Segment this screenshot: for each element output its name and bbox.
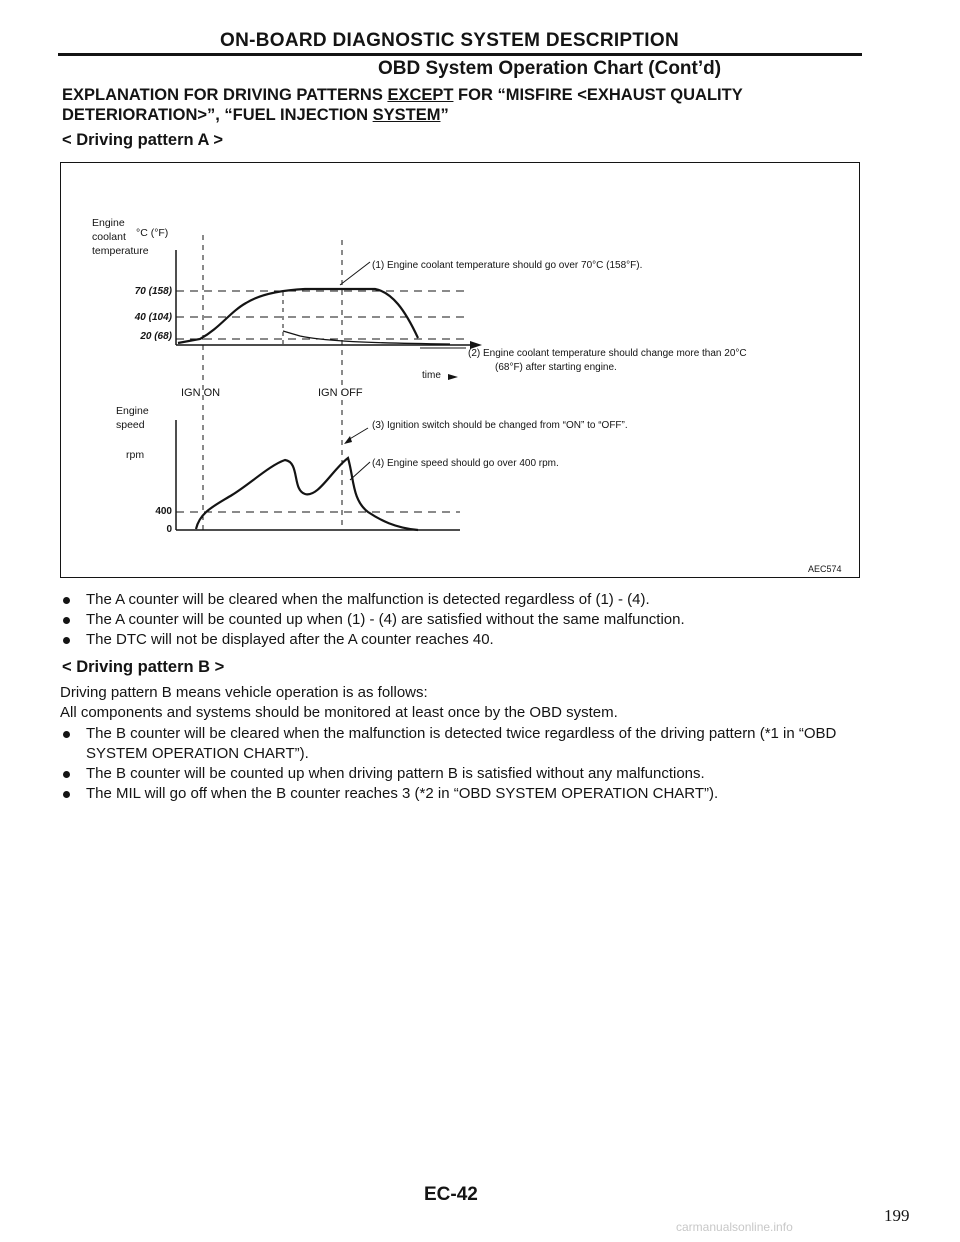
temp-change-bracket bbox=[283, 331, 450, 344]
pattern-b-label: < Driving pattern B > bbox=[62, 658, 225, 676]
bullet-text: The B counter will be counted up when driving pattern B is satisfied without any malfunctions. bbox=[86, 765, 705, 782]
bullet-icon bbox=[63, 731, 70, 738]
temp-tick-40: 40 (104) bbox=[134, 312, 172, 323]
list-item bbox=[60, 724, 900, 764]
bullet-icon bbox=[63, 791, 70, 798]
list-item bbox=[60, 610, 900, 630]
bullet-icon bbox=[63, 617, 70, 624]
bullet-icon bbox=[63, 637, 70, 644]
time-label-arrow-icon bbox=[448, 374, 458, 380]
note3-leader bbox=[348, 428, 368, 440]
note-1: (1) Engine coolant temperature should go over 70°C (158°F). bbox=[372, 260, 643, 271]
temp-tick-70: 70 (158) bbox=[134, 286, 172, 297]
note4-leader bbox=[350, 462, 370, 480]
speed-tick-0: 0 bbox=[166, 524, 172, 535]
pattern-b-text-line2: All components and systems should be monitored at least once by the OBD system. bbox=[60, 704, 618, 721]
explanation-line1-pre: EXPLANATION FOR DRIVING PATTERNS bbox=[62, 86, 388, 104]
note-3: (3) Ignition switch should be changed from “ON” to “OFF”. bbox=[372, 420, 628, 431]
bullet-text: The DTC will not be displayed after the A counter reaches 40. bbox=[86, 631, 494, 648]
pattern-b-bullet-list bbox=[60, 724, 900, 804]
note-2-line2: (68°F) after starting engine. bbox=[495, 362, 617, 373]
pattern-a-diagram bbox=[0, 0, 960, 600]
explanation-line1-post: FOR “MISFIRE <EXHAUST QUALITY bbox=[453, 86, 743, 104]
temp-axis-label-line3: temperature bbox=[92, 245, 149, 257]
explanation-line1-underlined: EXCEPT bbox=[387, 86, 454, 104]
explanation-line2-underlined: SYSTEM bbox=[372, 106, 441, 124]
speed-axis-label-line2: speed bbox=[116, 419, 145, 431]
explanation-line2-post: ” bbox=[440, 106, 449, 124]
pattern-b-description bbox=[60, 683, 900, 723]
subsection-title: OBD System Operation Chart (Cont’d) bbox=[378, 58, 722, 79]
section-title: ON-BOARD DIAGNOSTIC SYSTEM DESCRIPTION bbox=[220, 30, 679, 51]
watermark: carmanualsonline.info bbox=[676, 1220, 793, 1234]
bullet-text: The B counter will be cleared when the malfunction is detected twice regardless of the driving pattern (*1 in “OBD SYSTEM OPERATION CHART”). bbox=[86, 725, 837, 762]
bullet-text: The MIL will go off when the B counter reaches 3 (*2 in “OBD SYSTEM OPERATION CHART”). bbox=[86, 785, 719, 802]
temp-axis-label-line2: coolant bbox=[92, 231, 126, 243]
pattern-b-text-line1: Driving pattern B means vehicle operation is as follows: bbox=[60, 684, 428, 701]
time-label: time bbox=[422, 370, 441, 381]
speed-unit-label: rpm bbox=[126, 449, 145, 461]
note-4: (4) Engine speed should go over 400 rpm. bbox=[372, 458, 559, 469]
list-item bbox=[60, 764, 900, 784]
temp-unit-label: °C (°F) bbox=[136, 227, 169, 239]
temp-axis-label-line1: Engine bbox=[92, 217, 125, 229]
pattern-a-label: < Driving pattern A > bbox=[62, 131, 224, 149]
note1-leader bbox=[340, 262, 370, 285]
page-code: EC-42 bbox=[424, 1184, 478, 1205]
explanation-line2-pre: DETERIORATION>”, “FUEL INJECTION bbox=[62, 106, 373, 124]
bullet-text: The A counter will be counted up when (1) - (4) are satisfied without the same malfunction. bbox=[86, 611, 685, 628]
note3-arrow-icon bbox=[344, 436, 352, 444]
bullet-text: The A counter will be cleared when the malfunction is detected regardless of (1) - (4). bbox=[86, 591, 650, 608]
pattern-a-bullet-list bbox=[60, 590, 900, 650]
ign-off-label: IGN OFF bbox=[318, 387, 363, 399]
bullet-icon bbox=[63, 771, 70, 778]
list-item bbox=[60, 784, 900, 804]
bullet-icon bbox=[63, 597, 70, 604]
note-2-line1: (2) Engine coolant temperature should change more than 20°C bbox=[468, 348, 747, 359]
speed-axis-label-line1: Engine bbox=[116, 405, 149, 417]
page-number: 199 bbox=[884, 1206, 910, 1225]
list-item bbox=[60, 630, 900, 650]
speed-tick-400: 400 bbox=[155, 506, 172, 517]
ign-on-label: IGN ON bbox=[181, 387, 221, 399]
figure-code: AEC574 bbox=[808, 564, 842, 574]
temp-tick-20: 20 (68) bbox=[140, 331, 172, 342]
list-item bbox=[60, 590, 900, 610]
